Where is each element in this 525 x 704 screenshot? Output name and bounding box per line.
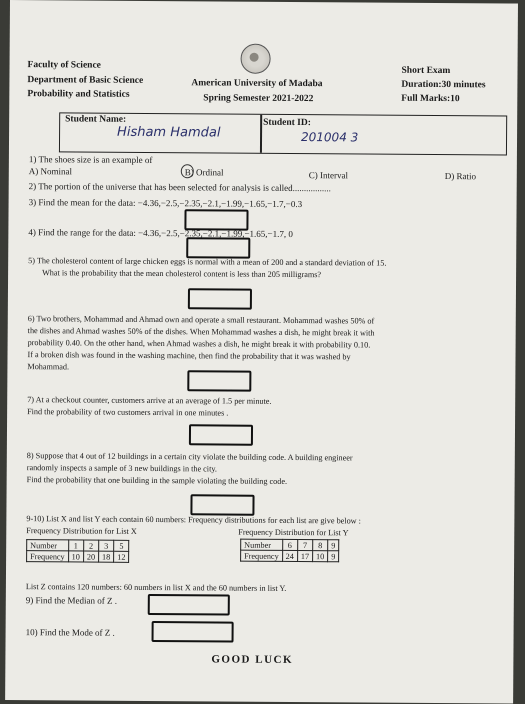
table-cell: Number (241, 539, 283, 550)
table-cell: 2 (83, 540, 98, 551)
q9-10-intro: 9-10) List X and list Y each contain 60 numbers: Frequency distributions for each list are give below : (26, 514, 361, 526)
q8-answer-box[interactable] (190, 494, 254, 515)
table-cell: 9 (328, 551, 339, 562)
q9-text: 9) Find the Median of Z . (25, 595, 118, 606)
q7-line1: 7) At a checkout counter, customers arrive at an average of 1.5 per minute. (27, 395, 272, 406)
list-y-table (240, 539, 339, 563)
q1-option-b[interactable]: B) Ordinal (184, 167, 224, 178)
table-cell: 8 (313, 540, 328, 551)
good-luck: GOOD LUCK (211, 653, 294, 666)
table-cell: 3 (99, 540, 114, 551)
q6-line2: the dishes and Ahmad washes 50% of the dishes. When Mohammad washes a dish, he might break it with (27, 326, 375, 338)
q6-line4: If a broken dish was found in the washing machine, then find the probability that it was washed by (27, 350, 351, 362)
list-z-text: List Z contains 120 numbers: 60 numbers in list X and the 60 numbers in list Y. (25, 582, 287, 593)
university-name: American University of Madaba (191, 78, 323, 90)
q5-line1: 5) The cholesterol content of large chicken eggs is normal with a mean of 200 and a standard deviation of 15. (28, 256, 387, 268)
table-cell: 9 (328, 540, 339, 551)
q1-option-d[interactable]: D) Ratio (444, 171, 477, 182)
table-cell: 5 (114, 540, 129, 551)
q1-selected-circle-icon (181, 164, 194, 178)
division-line: Probability and Statistics (27, 89, 130, 100)
q10-text: 10) Find the Mode of Z . (25, 627, 115, 638)
table-cell: 24 (282, 550, 297, 561)
table-cell: 20 (83, 551, 98, 562)
q8-line3: Find the probability that one building in the sample violating the building code. (26, 475, 288, 486)
semester: Spring Semester 2021-2022 (203, 93, 314, 105)
q7-answer-box[interactable] (189, 424, 253, 445)
table-row (241, 539, 339, 551)
q1-text: 1) The shoes size is an example of (28, 154, 153, 165)
q6-line1: 6) Two brothers, Mohammad and Ahmad own and operate a small restaurant. Mohammad washes 50% of (27, 314, 375, 326)
department-line: Department of Basic Science (27, 75, 144, 86)
duration: Duration:30 minutes (401, 79, 486, 91)
list-x-table (26, 539, 129, 563)
table-cell: 17 (297, 551, 312, 562)
table-cell: Frequency (241, 550, 283, 561)
student-name-label: Student Name: (65, 114, 127, 125)
table-row (27, 540, 129, 552)
q5-answer-box[interactable] (188, 288, 252, 309)
q2-text: 2) The portion of the universe that has been selected for analysis is called................. (28, 181, 331, 194)
university-seal-icon (240, 44, 270, 74)
exam-paper (5, 0, 518, 704)
list-x-title: Frequency Distribution for List X (26, 526, 137, 536)
student-name-value[interactable]: Hisham Hamdal (117, 124, 221, 141)
q9-answer-box[interactable] (148, 594, 230, 616)
table-row (27, 551, 129, 563)
table-cell: 7 (297, 540, 312, 551)
table-cell: 18 (99, 551, 114, 562)
q1-option-a[interactable]: A) Nominal (28, 166, 73, 177)
student-id-label: Student ID: (263, 117, 311, 129)
q7-line2: Find the probability of two customers arrival in one minutes . (27, 407, 229, 418)
table-cell: 10 (68, 551, 83, 562)
q8-line1: 8) Suppose that 4 out of 12 buildings in a certain city violate the building code. A building engineer (26, 451, 353, 463)
q8-line2: randomly inspects a sample of 3 new buildings in the city. (26, 463, 218, 474)
exam-type: Short Exam (401, 65, 451, 77)
q1-option-c[interactable]: C) Interval (308, 170, 349, 181)
student-id-value[interactable]: 201004 3 (301, 130, 359, 145)
table-cell: 12 (114, 551, 129, 562)
q3-text: 3) Find the mean for the data: −4.36,−2.5,−2.35,−2.1,−1.99,−1.65,−1.7,−0.3 (28, 197, 303, 210)
table-cell: 6 (282, 539, 297, 550)
table-cell: Number (27, 540, 69, 551)
table-cell: 10 (313, 551, 328, 562)
q5-line2: What is the probability that the mean cholesterol content is less than 205 milligrams? (42, 268, 322, 280)
q10-answer-box[interactable] (152, 621, 234, 643)
table-cell: Frequency (27, 551, 69, 562)
q4-text: 4) Find the range for the data: −4.36,−2.5,−2.35,−2.1,−1.99,−1.65,−1.7, 0 (28, 227, 293, 239)
q6-line5: Mohammad. (27, 362, 70, 372)
faculty-line: Faculty of Science (27, 60, 101, 71)
table-row (241, 550, 339, 562)
q6-line3: probability 0.40. On the other hand, when Ahmad washes a dish, he might break it with probability 0.10. (27, 338, 371, 350)
full-marks: Full Marks:10 (401, 93, 460, 105)
list-y-title: Frequency Distribution for List Y (238, 527, 349, 538)
table-cell: 1 (68, 540, 83, 551)
q6-answer-box[interactable] (187, 370, 251, 391)
